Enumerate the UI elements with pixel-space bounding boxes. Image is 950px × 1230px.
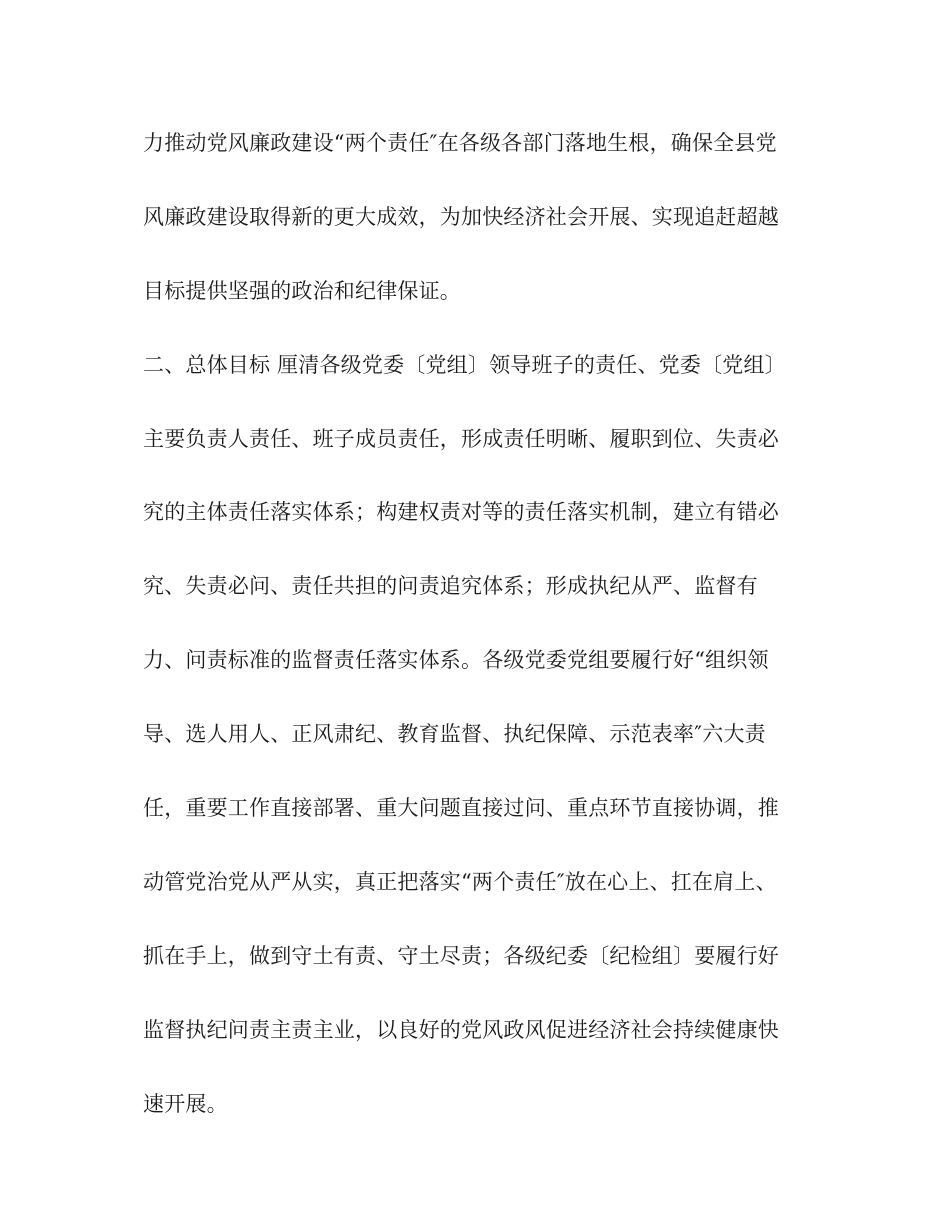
- text-line: 力、问责标准的监督责任落实体系。各级党委党组要履行好“组织领: [143, 648, 769, 673]
- text-line: 动管党治党从严从实，真正把落实“两个责任″放在心上、扛在肩上、: [143, 869, 777, 894]
- text-line: 主要负责人责任、班子成员责任，形成责任明晰、履职到位、失责必: [143, 426, 779, 451]
- text-line: 抓在手上，做到守土有责、守土尽责；各级纪委〔纪检组〕要履行好: [143, 943, 779, 968]
- text-line: 究的主体责任落实体系；构建权责对等的责任落实机制，建立有错必: [143, 500, 779, 525]
- text-line: 任，重要工作直接部署、重大问题直接过问、重点环节直接协调，推: [143, 796, 779, 821]
- text-line: 风廉政建设取得新的更大成效，为加快经济社会开展、实现追赶超越: [143, 204, 779, 229]
- section-heading-line: 二、总体目标 厘清各级党委〔党组〕领导班子的责任、党委〔党组〕: [143, 352, 786, 377]
- text-line: 究、失责必问、责任共担的问责追究体系；形成执纪从严、监督有: [143, 574, 758, 599]
- text-line: 力推动党风廉政建设“两个责任″在各级各部门落地生根，确保全县党: [143, 131, 777, 155]
- text-line: 目标提供坚强的政治和纪律保证。: [143, 278, 461, 303]
- text-line: 监督执纪问责主责主业，以良好的党风政风促进经济社会持续健康快: [143, 1017, 779, 1042]
- text-line: 速开展。: [143, 1091, 228, 1116]
- text-line: 导、选人用人、正风肃纪、教育监督、执纪保障、示范表率″六大责: [143, 722, 766, 747]
- body-text: [143, 118, 823, 1152]
